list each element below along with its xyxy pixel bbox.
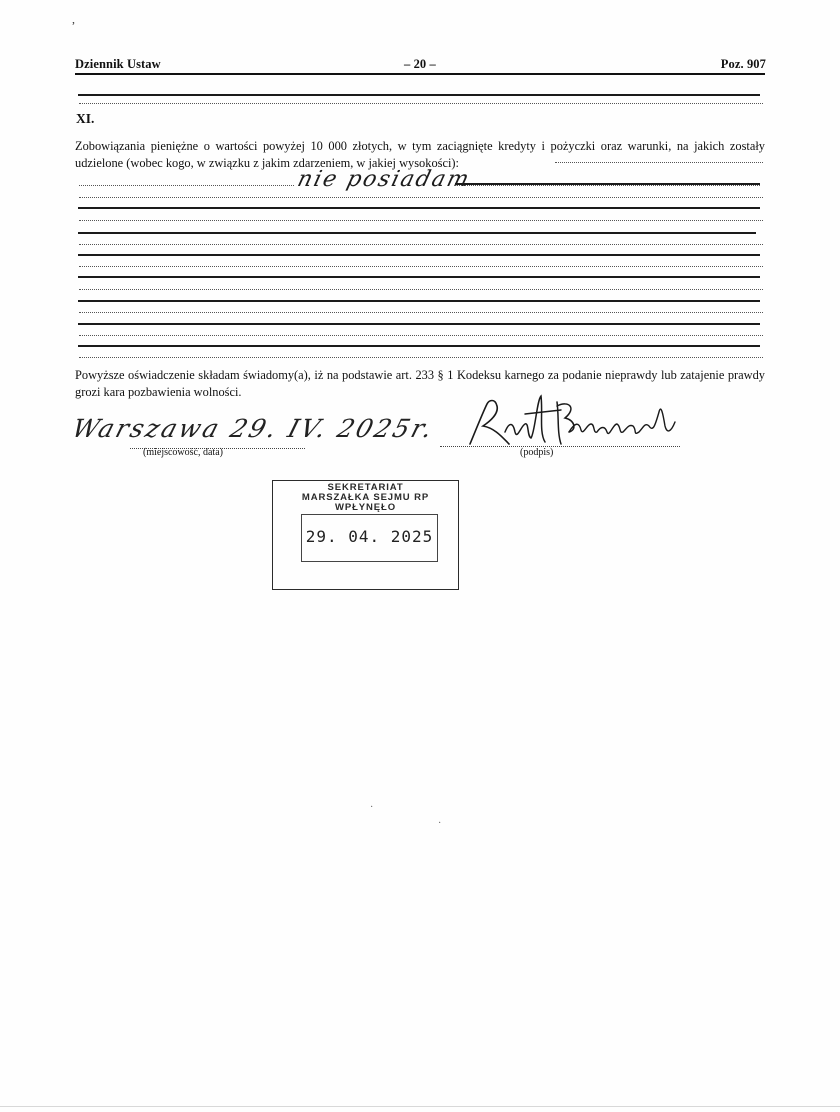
answer-strike-line xyxy=(78,300,760,302)
stamp-office: SEKRETARIAT xyxy=(327,482,404,493)
handwritten-signature xyxy=(465,392,680,452)
declaration-text: Powyższe oświadczenie składam świadomy(a), iż na podstawie art. 233 § 1 Kodeksu karnego za podanie nieprawdy lub zatajenie prawdy grozi kara pozbawienia wolności. xyxy=(75,368,765,399)
scan-speck: · xyxy=(370,802,374,813)
answer-dotted-line xyxy=(79,185,294,186)
answer-strike-line xyxy=(78,276,760,278)
answer-dotted-line xyxy=(79,289,763,290)
answer-dotted-line xyxy=(455,185,760,186)
scan-speck: , xyxy=(72,12,75,26)
answer-strike-line xyxy=(455,183,760,185)
page-bottom-edge xyxy=(0,1106,840,1107)
header-rule xyxy=(75,73,765,75)
answer-strike-line xyxy=(78,207,760,209)
place-date-caption: (miejscowość, data) xyxy=(143,447,223,458)
answer-dotted-line xyxy=(79,357,763,358)
answer-strike-line xyxy=(78,254,760,256)
page-number: – 20 – xyxy=(404,57,436,71)
handwritten-place-date: Warszawa 29. IV. 2025r. xyxy=(68,414,439,443)
stamp-date: 29. 04. 2025 xyxy=(305,527,434,546)
scan-speck: · xyxy=(438,818,442,829)
answer-dotted-line xyxy=(79,312,763,313)
answer-dotted-line xyxy=(79,266,763,267)
answer-dotted-line xyxy=(79,103,763,104)
section-number: XI. xyxy=(76,111,95,126)
answer-strike-line xyxy=(78,345,760,347)
answer-dotted-line xyxy=(79,335,763,336)
handwritten-answer: nie posiadam xyxy=(294,167,474,192)
journal-name: Dziennik Ustaw xyxy=(75,57,161,71)
stamp-received-label: WPŁYNĘŁO xyxy=(334,502,397,513)
position-number: Poz. 907 xyxy=(720,57,766,71)
signature-dotted-line xyxy=(440,446,680,447)
answer-dotted-line xyxy=(79,220,763,221)
answer-dotted-line xyxy=(79,244,763,245)
received-stamp xyxy=(272,480,459,590)
answer-dotted-line xyxy=(555,162,763,163)
answer-strike-line xyxy=(78,232,756,234)
signature-caption: (podpis) xyxy=(520,447,554,458)
answer-strike-line xyxy=(78,323,760,325)
stamp-authority: MARSZAŁKA SEJMU RP xyxy=(301,492,430,503)
stamp-date-box xyxy=(301,514,438,562)
answer-dotted-line xyxy=(79,197,763,198)
section-question: Zobowiązania pieniężne o wartości powyżej 10 000 złotych, w tym zaciągnięte kredyty i pożyczki oraz warunki, na jakich zostały udzielone (wobec kogo, w związku z jakim zdarzeniem, w jakiej wysokości): xyxy=(75,139,765,170)
answer-line xyxy=(78,94,760,96)
